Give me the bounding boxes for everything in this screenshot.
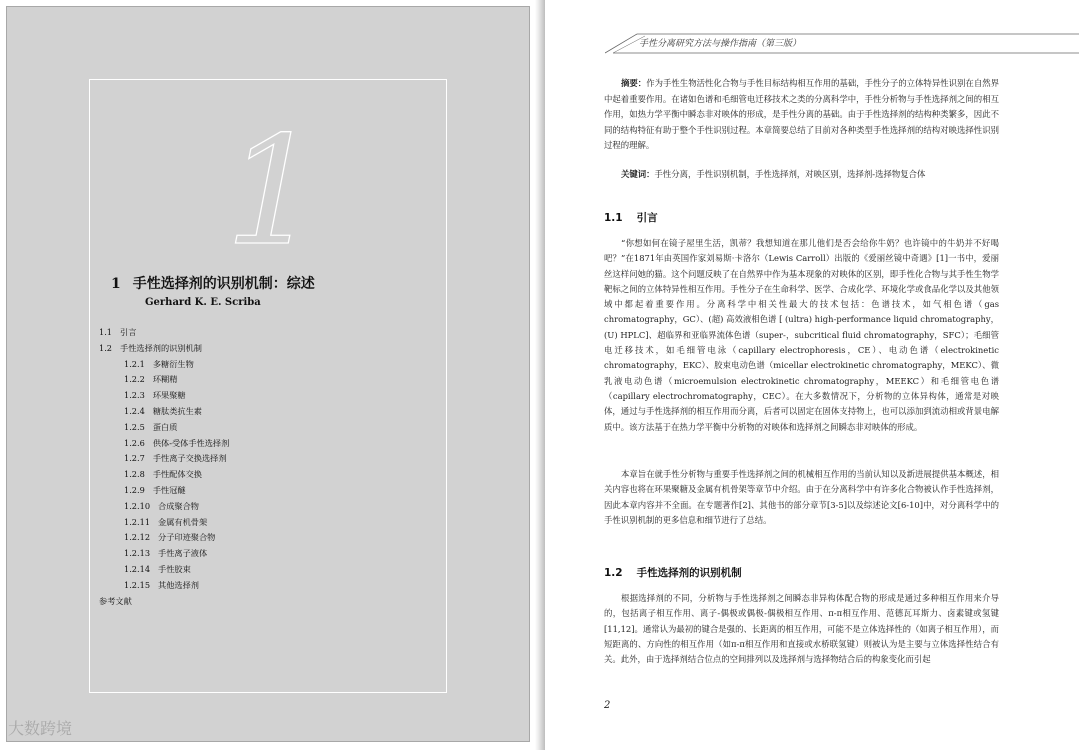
toc-entry: [99, 530, 439, 546]
section-number: 1.1: [604, 212, 623, 224]
svg-text:1: 1: [225, 125, 321, 255]
chapter-heading-number: 1: [111, 276, 121, 292]
toc-entry: [99, 467, 439, 483]
section-heading-mechanism: [604, 565, 742, 580]
toc-entry: [99, 388, 439, 404]
toc-entry: [99, 562, 439, 578]
toc-entry-number: 1.2.10: [124, 500, 151, 511]
toc-entry-label: 环果聚糖: [152, 390, 186, 401]
toc-entry-label: 分子印迹聚合物: [158, 532, 216, 543]
toc-entry-label: 环糊精: [152, 374, 178, 385]
toc-entry: [99, 578, 439, 594]
toc-entry-number: 1.2.7: [124, 453, 145, 464]
toc-entry-number: 1.2.3: [124, 390, 145, 401]
toc-entry: [99, 546, 439, 562]
paragraph: 根据选择剂的不同，分析物与手性选择剂之间瞬态非异构体配合物的形成是通过多种相互作用来介导的，包括离子相互作用、离子-偶极或偶极-偶极相互作用、π-π相互作用、范德瓦耳斯力、卤素键或氢键[11,12]。通常认为最初的键合是强的、长距离的相互作用，可能不是立体选择性的（如离子相互作用），而短距离的、方向性的相互作用（如π-π相互作用和直接或水桥联氢键）则被认为是主要与立体选择性结合有关。此外，由于选择剂结合位点的空间排列以及选择剂与选择物结合后的构象变化而引起: [604, 593, 999, 665]
toc-entry-label: 手性胶束: [158, 563, 191, 574]
chapter-title-page: [6, 6, 530, 742]
toc-entry-label: 手性配体交换: [152, 469, 202, 480]
watermark: [8, 716, 72, 739]
toc-entry-number: 1.2.13: [124, 548, 151, 559]
abstract: [604, 76, 999, 154]
toc-entry-label: 手性离子交换选择剂: [152, 453, 227, 464]
toc-entry: [99, 515, 439, 531]
toc-entry: [99, 594, 439, 610]
toc-entry-number: 1.2.12: [124, 532, 151, 543]
toc-entry-number: 1.2.5: [124, 421, 145, 432]
toc-entry: [99, 420, 439, 436]
toc-entry-label: 手性离子液体: [158, 548, 208, 559]
keywords-text: 手性分离，手性识别机制，手性选择剂，对映区别，选择剂-选择物复合体: [654, 169, 926, 179]
section-title: 引言: [636, 212, 658, 224]
toc-entry-number: 1.2.9: [124, 484, 145, 495]
toc-entry-number: 1.2: [99, 342, 113, 353]
chapter-heading: [111, 273, 315, 293]
page-number: 2: [604, 700, 611, 711]
toc-entry-number: 1.1: [99, 327, 113, 337]
toc-entry-number: 1.2.15: [124, 579, 151, 590]
toc-entry-number: 1.2.8: [124, 469, 145, 480]
keywords-label: 关键词：: [621, 169, 655, 179]
toc-entry: [99, 357, 439, 373]
page-gutter: [535, 0, 545, 750]
table-of-contents: [99, 325, 439, 609]
toc-entry-number: 1.2.1: [124, 358, 145, 369]
toc-entry: [99, 341, 439, 357]
toc-entry: [99, 451, 439, 467]
toc-entry-label: 合成聚合物: [158, 500, 199, 511]
abstract-text: 作为手性生物活性化合物与手性目标结构相互作用的基础，手性分子的立体特异性识别在自然界中起着重要作用。在诸如色谱和毛细管电迁移技术之类的分离科学中，手性分析物与手性选择剂之间的相互作用，如热力学平衡中瞬态非对映体的形成，是手性分离的基础。由于手性选择剂的结构种类繁多，因此不同的结构特征有助于整个手性识别过程。本章简要总结了目前对各种类型手性选择剂的结构对映选择性识别过程的理解。: [604, 78, 999, 151]
toc-entry-label: 参考文献: [99, 595, 132, 606]
toc-entry: [99, 436, 439, 452]
toc-entry-label: 手性选择剂的识别机制: [120, 342, 202, 353]
watermark-text: 大数跨境: [8, 719, 73, 738]
toc-entry-label: 糖肽类抗生素: [152, 405, 202, 416]
toc-entry-number: 1.2.4: [124, 405, 145, 416]
toc-entry-label: 金属有机骨架: [158, 516, 208, 527]
toc-entry-label: 蛋白质: [152, 421, 178, 432]
toc-entry-number: 1.2.2: [124, 374, 145, 385]
toc-entry-number: 1.2.11: [124, 516, 151, 527]
toc-entry: [99, 325, 439, 341]
toc-entry-label: 多糖衍生物: [152, 358, 194, 369]
section-heading-intro: [604, 210, 658, 225]
chapter-heading-text: 手性选择剂的识别机制：综述: [132, 276, 315, 292]
toc-entry-label: 手性冠醚: [152, 484, 186, 495]
toc-entry-label: 引言: [120, 327, 137, 337]
toc-entry: [99, 404, 439, 420]
abstract-label: 摘要：: [621, 78, 647, 88]
toc-entry: [99, 372, 439, 388]
toc-entry-number: 1.2.6: [124, 437, 145, 448]
chapter-author: Gerhard K. E. Scriba: [145, 297, 261, 308]
toc-entry: [99, 499, 439, 515]
toc-entry: [99, 483, 439, 499]
toc-entry-label: 其他选择剂: [158, 579, 199, 590]
content-page: [545, 0, 1080, 750]
section-number: 1.2: [604, 567, 623, 579]
paragraph: 本章旨在就手性分析物与重要手性选择剂之间的机械相互作用的当前认知以及新进展提供基本概述，相关内容也将在环果聚糖及金属有机骨架等章节中介绍。由于在分离科学中有许多化合物被认作手性选择剂，因此本章内容并不全面。在专题著作[2]、其他书的部分章节[3-5]以及综述论文[6-10]中，对分离科学中的手性识别机制的更多信息和细节进行了总结。: [604, 469, 999, 525]
keywords: [621, 168, 925, 180]
toc-entry-label: 供体-受体手性选择剂: [152, 437, 230, 448]
paragraph: “你想如何在镜子屋里生活，凯蒂？我想知道在那儿他们是否会给你牛奶？也许镜中的牛奶并不好喝吧？”在1871年由英国作家刘易斯·卡洛尔（Lewis Carroll）出版的《爱丽丝镜中奇遇》[1]一书中，爱丽丝这样问她的猫。这个问题反映了在自然界中作为基本现象的对映体的区别，即手性化合物与其手性生物学靶标之间的立体特异性相互作用。手性分子在生命科学、医学、合成化学、环境化学或食品化学以及其他领域中都起着重要作用。分离科学中相关性最大的技术包括：色谱技术，如气相色谱（gas chromatography，GC）、(超) 高效液相色谱 [ (ultra) high-performance liquid chromatography，(U) HPLC]、超临界和亚临界流体色谱（super-，subcritical fluid chromatography，SFC）；毛细管电迁移技术，如毛细管电泳（capillary electrophoresis，CE）、电动色谱（electrokinetic chromatography，EKC）、胶束电动色谱（micellar electrokinetic chromatography，MEKC）、微乳液电动色谱（microemulsion electrokinetic chromatography，MEEKC）和毛细管电色谱（capillary electrochromatography，CEC）。在大多数情况下，分析物的立体异构体，通常是对映体，通过与手性选择剂的相互作用而分离，后者可以固定在固体支持物上，也可以添加到流动相或背景电解质中。该方法基于在热力学平衡中分析物的对映体和选择剂之间瞬态非对映体的形成。: [604, 238, 999, 432]
chapter-number-outline: [217, 125, 327, 255]
section-title: 手性选择剂的识别机制: [636, 567, 742, 579]
running-header-title: 手性分离研究方法与操作指南（第三版）: [639, 39, 802, 49]
toc-entry-number: 1.2.14: [124, 563, 151, 574]
